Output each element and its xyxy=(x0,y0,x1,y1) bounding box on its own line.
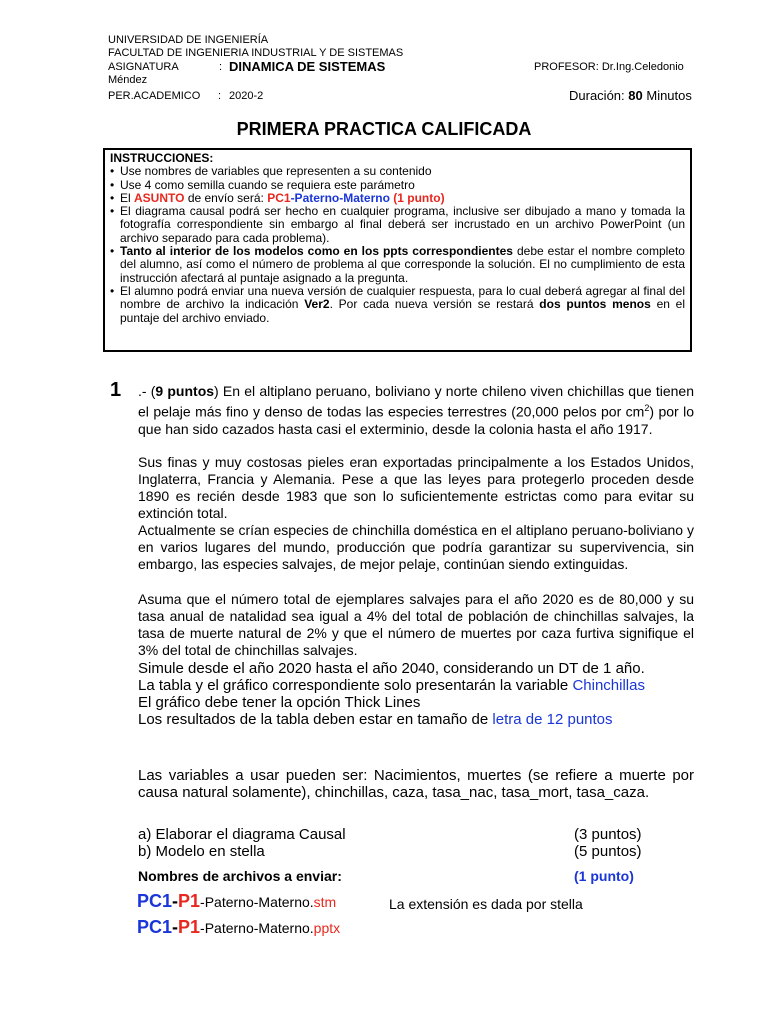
question-b-points: (5 puntos) xyxy=(574,843,642,860)
period-sep: : xyxy=(218,90,222,102)
file-extension-note: La extensión es dada por stella xyxy=(389,896,583,912)
instruction-item: • El alumno podrá enviar una nueva versión de cualquier respuesta, para lo cual deberá agregar al final del nombre de archivo la indicación Ver2. Por cada nueva versión se restará dos puntos menos en el puntaje del archivo enviado. xyxy=(110,285,685,325)
paragraph-1: .- (9 puntos) En el altiplano peruano, boliviano y norte chileno viven chichillas que tienen el pelaje más fino y denso de todas las especies terrestres (20,000 pelos por $cm^2$) por lo que han sido cazados hasta casi el exterminio, desde la colonia hasta el año 1917. xyxy=(138,383,695,437)
files-label: Nombres de archivos a enviar: xyxy=(138,868,342,884)
instructions-box xyxy=(103,148,692,352)
problem-number: 1 xyxy=(110,379,122,401)
university-name: UNIVERSIDAD DE INGENIERÍA xyxy=(108,34,269,46)
course-label: ASIGNATURA xyxy=(108,61,179,73)
file-name-pptx: PC1-P1-Paterno-Materno.pptx xyxy=(137,917,341,937)
instruction-item: • Use 4 como semilla cuando se requiera este parámetro xyxy=(110,179,685,192)
question-b: b) Modelo en stella xyxy=(138,843,265,860)
page-title: PRIMERA PRACTICA CALIFICADA xyxy=(236,119,532,139)
paragraph-4: Asuma que el número total de ejemplares salvajes para el año 2020 es de 80,000 y su tasa anual de natalidad sea igual a 4% del total de población de chinchillas salvajes, la tasa de muerte natural de 2% y que el número de muertes por caza furtiva signifique el 3% del total de chinchillas salvajes. xyxy=(138,591,694,658)
period-label: PER.ACADEMICO xyxy=(108,90,201,102)
professor: PROFESOR: Dr.Ing.Celedonio xyxy=(534,61,684,73)
question-a: a) Elaborar el diagrama Causal xyxy=(138,826,346,843)
question-a-points: (3 puntos) xyxy=(574,826,642,843)
instructions-heading: INSTRUCCIONES: xyxy=(110,151,214,165)
paragraph-3: Actualmente se crían especies de chinchilla doméstica en el altiplano peruano-boliviano y en varios lugares del mundo, producción que podría garantizar su supervivencia, sin embargo, las especies salvajes, de mejor pelaje, continúan siendo extinguidas. xyxy=(138,522,694,572)
professor-cont: Méndez xyxy=(108,74,148,86)
paragraph-7: El gráfico debe tener la opción Thick Lines xyxy=(138,694,421,711)
faculty-name: FACULTAD DE INGENIERIA INDUSTRIAL Y DE SISTEMAS xyxy=(108,47,404,59)
paragraph-8: Los resultados de la tabla deben estar en tamaño de letra de 12 puntos xyxy=(138,711,613,728)
file-name-stm: PC1-P1-Paterno-Materno.stm xyxy=(137,891,337,911)
paragraph-2: Sus finas y muy costosas pieles eran exportadas principalmente a los Estados Unidos, Inglaterra, Francia y Alemania. Pese a que las leyes para protegerlo proceden desde 1890 es recién desde 1983 que son lo suficientemente estrictas como para evitar su extinción total. xyxy=(138,454,694,521)
duration: Duración: 80 Minutos xyxy=(569,88,692,103)
instruction-item: • El ASUNTO de envío será: PC1-Paterno-Materno (1 punto) xyxy=(110,192,685,205)
instruction-item: • Tanto al interior de los modelos como en los ppts correspondientes debe estar el nombre completo del alumno, así como el número de problema al que corresponde la solución. El no cumplimiento de esta instrucción afectará al puntaje asignado a la pregunta. xyxy=(110,245,685,285)
paragraph-9: Las variables a usar pueden ser: Nacimientos, muertes (se refiere a muerte por causa natural solamente), chinchillas, caza, tasa_nac, tasa_mort, tasa_caza. xyxy=(138,767,694,801)
paragraph-5: Simule desde el año 2020 hasta el año 2040, considerando un DT de 1 año. La tabla y el gráfico correspondiente solo presentarán la variable Chinchillas El gráfico debe tener la opción Thick Lines Los resultados de la tabla deben estar en tamaño de letra de 12 puntos xyxy=(138,660,694,728)
paragraph-6: La tabla y el gráfico correspondiente solo presentarán la variable Chinchillas xyxy=(138,677,645,694)
period-value: 2020-2 xyxy=(229,90,264,102)
instruction-item: • El diagrama causal podrá ser hecho en cualquier programa, inclusive ser dibujado a mano y tomada la fotografía correspondiente sin embargo al final deberá ser incrustado en un archivo PowerPoint (un archivo separado para cada problema). xyxy=(110,205,685,245)
instruction-item: • Use nombres de variables que representen a su contenido xyxy=(110,165,685,178)
files-points: (1 punto) xyxy=(574,868,634,884)
course-sep: : xyxy=(219,61,223,73)
course-value: DINAMICA DE SISTEMAS xyxy=(229,59,386,74)
problem-body xyxy=(138,383,694,438)
